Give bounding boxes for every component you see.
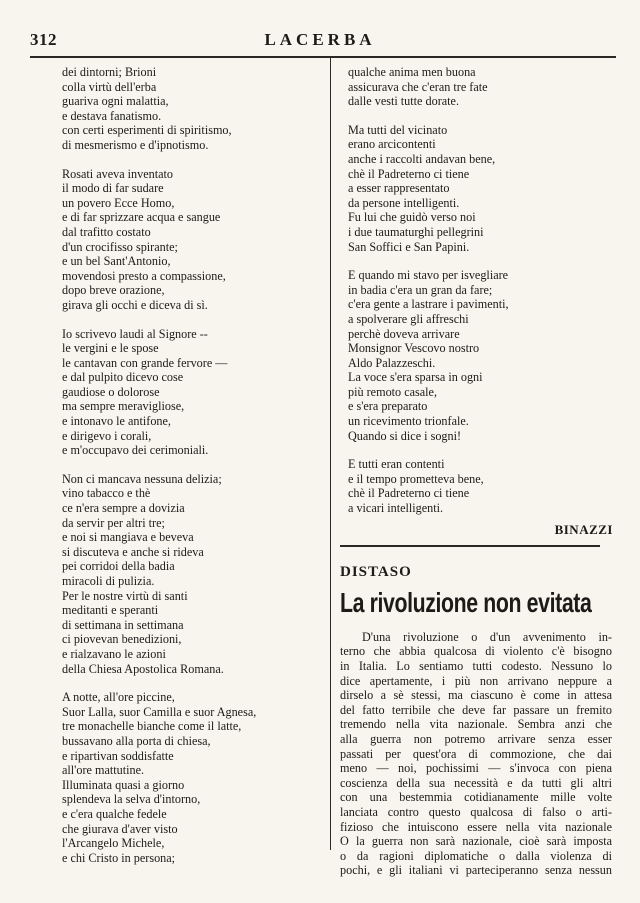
verse-line: d'un crocifisso spirante;	[62, 239, 178, 254]
stanza	[62, 472, 317, 676]
verse-line: La voce s'era sparsa in ogni	[348, 370, 483, 385]
verse-line: Ma tutti del vicinato	[348, 122, 448, 137]
poem-continuation	[348, 65, 613, 516]
article-title: La rivoluzione non evitata	[340, 586, 592, 618]
verse-line: dopo breve orazione,	[62, 283, 165, 298]
article-author: DISTASO	[340, 564, 412, 581]
verse-line: ci piovevan benedizioni,	[62, 632, 182, 647]
verse-line: l'Arcangelo Michele,	[62, 836, 165, 851]
section-rule	[340, 545, 600, 547]
article-line: lanciata contro questo qualcosa di falso o arti-	[340, 804, 612, 819]
verse-line: si discuteva e anche si rideva	[62, 544, 204, 559]
article-line: fizioso che intuiscono essere nella vita nazionale	[340, 819, 612, 834]
stanza	[348, 268, 613, 443]
verse-line: e di far sprizzare acqua e sangue	[62, 210, 221, 225]
verse-line: le vergini e le spose	[62, 341, 159, 356]
verse-line: della Chiesa Apostolica Romana.	[62, 661, 224, 676]
verse-line: e m'occupavo dei cerimoniali.	[62, 443, 209, 458]
verse-line: con certi esperimenti di spiritismo,	[62, 123, 232, 138]
verse-line: pei corridoi della badia	[62, 559, 175, 574]
verse-line: qualche anima men buona	[348, 65, 476, 79]
verse-line: Illuminata quasi a giorno	[62, 777, 185, 792]
verse-line: anche i raccolti andavan bene,	[348, 151, 496, 166]
verse-line: dal trafitto costato	[62, 224, 151, 239]
verse-line: guariva ogni malattia,	[62, 94, 169, 109]
verse-line: erano arcicontenti	[348, 137, 436, 152]
verse-line: e chi Cristo in persona;	[62, 850, 176, 865]
page-number: 312	[30, 30, 57, 49]
verse-line: che giurava d'aver visto	[62, 821, 178, 836]
verse-line: e s'era preparato	[348, 399, 428, 414]
verse-line: più remoto casale,	[348, 384, 438, 399]
verse-line: dei dintorni; Brioni	[62, 65, 157, 79]
article-line: in Italia. Lo sentiamo tutti codesto. Nessuno lo	[340, 659, 612, 673]
left-column	[62, 65, 317, 879]
verse-line: e c'era qualche fedele	[62, 806, 167, 821]
column-divider	[330, 58, 331, 850]
verse-line: a spolverare gli affreschi	[348, 311, 469, 326]
article-line: o da ragioni diplomatiche o dalla violenza di	[340, 848, 612, 863]
stanza	[348, 457, 613, 515]
verse-line: di settimana in settimana	[62, 617, 184, 632]
article-line: del fatto terribile che deve far passare un fremito	[340, 702, 612, 717]
verse-line: perchè doveva arrivare	[348, 326, 460, 341]
article-line: coscienza della sua necessità e da tutti gli altri	[340, 775, 612, 790]
verse-line: Rosati aveva inventato	[62, 166, 174, 181]
verse-line: vino tabacco e thè	[62, 486, 151, 501]
verse-line: e noi si mangiava e beveva	[62, 530, 194, 545]
verse-line: gaudiose o dolorose	[62, 384, 160, 399]
verse-line: A notte, all'ore piccine,	[62, 690, 175, 705]
verse-line: E tutti eran contenti	[348, 457, 445, 472]
verse-line: Per le nostre virtù di santi	[62, 588, 188, 603]
verse-line: un ricevimento trionfale.	[348, 414, 469, 429]
article-body	[340, 630, 612, 878]
verse-line: un povero Ecce Homo,	[62, 195, 175, 210]
article-line: passati per quest'ora di commozione, che dai	[340, 746, 612, 761]
verse-line: c'era gente a lastrare i pavimenti,	[348, 297, 509, 312]
article-line: pochi, e gli italiani vi parteciperanno senza nessun	[340, 863, 612, 878]
stanza	[62, 690, 317, 865]
verse-line: assicurava che c'eran tre fate	[348, 79, 488, 94]
stanza	[348, 123, 613, 254]
article-line: O la guerra non sarà nazionale, cioè sarà imposta	[340, 834, 612, 849]
verse-line: girava gli occhi e diceva di sì.	[62, 297, 208, 312]
verse-line: a esser rappresentato	[348, 181, 450, 196]
verse-line: da servir per altri tre;	[62, 515, 165, 530]
verse-line: da persone intelligenti.	[348, 195, 460, 210]
verse-line: e rialzavano le azioni	[62, 646, 166, 661]
poem-author: BINAZZI	[554, 521, 613, 537]
verse-line: chè il Padreterno ci tiene	[348, 486, 470, 501]
header-rule	[30, 56, 616, 58]
verse-line: Non ci mancava nessuna delizia;	[62, 471, 222, 486]
verse-line: E quando mi stavo per isvegliare	[348, 268, 509, 283]
article-line: tremendo nella vita nazionale. Sembra anzi che	[340, 717, 612, 732]
verse-line: e dal pulpito dicevo cose	[62, 370, 184, 385]
verse-line: di mesmerismo e d'ipnotismo.	[62, 137, 209, 152]
verse-line: Quando si dice i sogni!	[348, 428, 462, 443]
verse-line: San Soffici e San Papini.	[348, 239, 470, 254]
stanza	[62, 167, 317, 313]
verse-line: e il tempo prometteva bene,	[348, 471, 484, 486]
verse-line: Monsignor Vescovo nostro	[348, 341, 480, 356]
verse-line: i due taumaturghi pellegrini	[348, 224, 484, 239]
verse-line: bussavano alla porta di chiesa,	[62, 733, 211, 748]
verse-line: e ripartivan soddisfatte	[62, 748, 174, 763]
verse-line: tre monachelle bianche come il latte,	[62, 719, 242, 734]
verse-line: ma sempre meravigliose,	[62, 399, 185, 414]
article-line: D'una rivoluzione o d'un avvenimento in-	[362, 629, 612, 644]
article-line: terno che abbia qualcosa di violento c'è bisogno	[340, 644, 612, 659]
article-line: dice apertamente, i più non arrivano neppure a	[340, 673, 612, 688]
verse-line: splendeva la selva d'intorno,	[62, 792, 201, 807]
verse-line: meditanti e speranti	[62, 603, 159, 618]
verse-line: colla virtù dell'erba	[62, 79, 157, 94]
verse-line: Aldo Palazzeschi.	[348, 355, 436, 370]
verse-line: e destava fanatismo.	[62, 108, 162, 123]
right-column	[340, 65, 613, 878]
article-line: con una bestemmia cotidianamente mille volte	[340, 790, 612, 805]
verse-line: all'ore mattutine.	[62, 763, 145, 778]
verse-line: il modo di far sudare	[62, 181, 164, 196]
verse-line: movendosi presto a compassione,	[62, 268, 226, 283]
verse-line: chè il Padreterno ci tiene	[348, 166, 470, 181]
stanza	[348, 65, 613, 109]
verse-line: Suor Lalla, suor Camilla e suor Agnesa,	[62, 704, 257, 719]
verse-line: a vicari intelligenti.	[348, 501, 444, 516]
verse-line: e dirigevo i corali,	[62, 428, 152, 443]
verse-line: Io scrivevo laudi al Signore --	[62, 326, 208, 341]
article-line: meno — noi, pochissimi — s'invoca con piena	[340, 761, 612, 776]
verse-line: e intonavo le antifone,	[62, 414, 171, 429]
stanza	[62, 327, 317, 458]
article-line: alla guerra non potremo arrivare senza esser	[340, 731, 612, 746]
verse-line: le cantavan con grande fervore —	[62, 355, 228, 370]
verse-line: e un bel Sant'Antonio,	[62, 254, 171, 269]
article-line: dirselo a sè stessi, ma ciascuno è come in attesa	[340, 688, 612, 703]
journal-title: LACERBA	[264, 30, 376, 49]
verse-line: ce n'era sempre a dovizia	[62, 501, 185, 516]
verse-line: dalle vesti tutte dorate.	[348, 94, 460, 109]
stanza	[62, 65, 317, 153]
verse-line: Fu lui che guidò verso noi	[348, 210, 476, 225]
verse-line: in badia c'era un gran da fare;	[348, 282, 493, 297]
verse-line: miracoli di pulizia.	[62, 574, 155, 588]
